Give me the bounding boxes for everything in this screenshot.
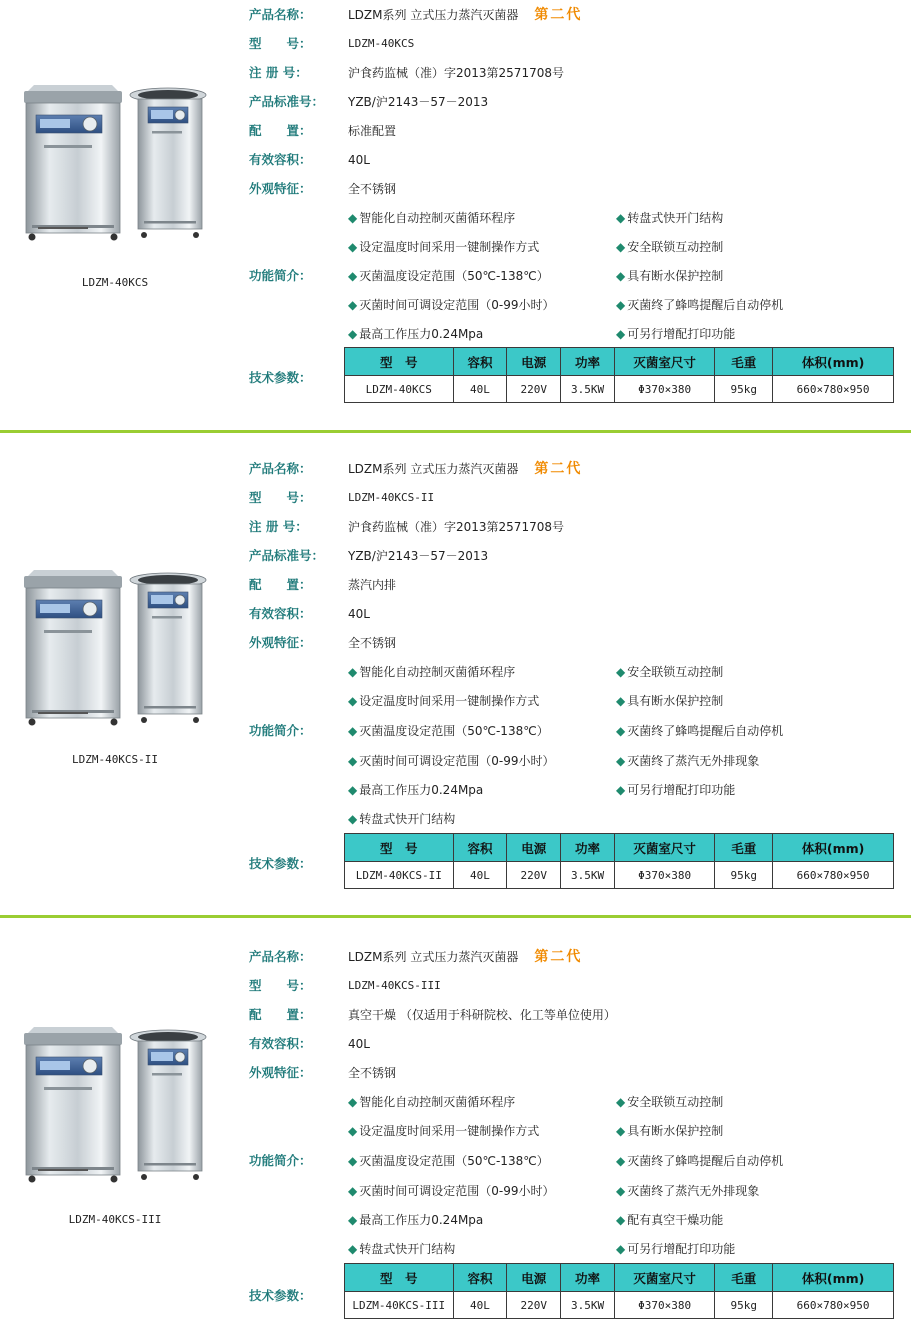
spec-cell: 3.5KW xyxy=(561,862,615,889)
product-section-3 xyxy=(0,943,913,1341)
diamond-icon: ◆ xyxy=(348,1095,358,1109)
capacity-value: 40L xyxy=(348,1037,370,1051)
capacity-label: 有效容积： xyxy=(249,1036,312,1051)
spec-cell: 220V xyxy=(507,862,561,889)
sterilizer-image xyxy=(20,570,225,730)
diamond-icon: ◆ xyxy=(616,211,626,225)
feature-text: 灭菌温度设定范围（50℃-138℃） xyxy=(359,1154,549,1168)
feature-text: 设定温度时间采用一键制操作方式 xyxy=(359,1124,540,1138)
feature-item xyxy=(348,808,455,830)
product-caption: LDZM-40KCS-II xyxy=(71,753,159,766)
spec-header: 体积(mm) xyxy=(773,1264,894,1292)
spec-header: 毛重 xyxy=(715,834,773,862)
diamond-icon: ◆ xyxy=(616,1124,626,1138)
feature-text: 智能化自动控制灭菌循环程序 xyxy=(359,665,516,679)
spec-cell: Φ370×380 xyxy=(614,376,714,403)
feature-item xyxy=(348,236,539,258)
spec-header: 电源 xyxy=(507,834,561,862)
spec-header-row xyxy=(345,348,894,376)
diamond-icon: ◆ xyxy=(616,694,626,708)
spec-header-row xyxy=(345,834,894,862)
spec-cell: 95kg xyxy=(715,862,773,889)
register-value: 沪食药监械（准）字2013第2571708号 xyxy=(348,520,564,534)
feature-text: 转盘式快开门结构 xyxy=(627,211,724,225)
spec-cell: LDZM-40KCS xyxy=(345,376,454,403)
feature-text: 智能化自动控制灭菌循环程序 xyxy=(359,1095,516,1109)
diamond-icon: ◆ xyxy=(348,1184,358,1198)
diamond-icon: ◆ xyxy=(348,298,358,312)
name-value-wrap xyxy=(348,458,582,480)
diamond-icon: ◆ xyxy=(348,724,358,738)
config-value: 真空干燥 （仅适用于科研院校、化工等单位使用） xyxy=(348,1008,616,1022)
feature-item xyxy=(348,1120,539,1142)
diamond-icon: ◆ xyxy=(616,240,626,254)
capacity-label: 有效容积： xyxy=(249,152,312,167)
config-label: 配 置： xyxy=(249,1007,312,1022)
diamond-icon: ◆ xyxy=(348,211,358,225)
feature-item xyxy=(348,720,549,742)
appearance-value: 全不锈钢 xyxy=(348,1066,397,1080)
name-value-wrap xyxy=(348,946,582,968)
capacity-label: 有效容积： xyxy=(249,606,312,621)
spec-header: 容积 xyxy=(453,1264,507,1292)
spec-data-row xyxy=(345,376,894,403)
feature-text: 安全联锁互动控制 xyxy=(627,240,724,254)
feature-text: 最高工作压力0.24Mpa xyxy=(359,327,484,341)
spec-cell: 40L xyxy=(453,376,507,403)
product-image-column xyxy=(0,0,230,430)
feature-item xyxy=(616,690,723,712)
feature-item xyxy=(348,323,483,345)
model-value: LDZM-40KCS-III xyxy=(348,979,441,992)
spec-cell: LDZM-40KCS-III xyxy=(345,1292,454,1319)
section-divider xyxy=(0,430,911,433)
config-label: 配 置： xyxy=(249,577,312,592)
spec-header: 电源 xyxy=(507,348,561,376)
appearance-value: 全不锈钢 xyxy=(348,636,397,650)
feature-item xyxy=(348,1180,554,1202)
feature-item xyxy=(348,1209,483,1231)
diamond-icon: ◆ xyxy=(616,1095,626,1109)
name-value: LDZM系列 立式压力蒸汽灭菌器 xyxy=(348,462,519,476)
diamond-icon: ◆ xyxy=(616,327,626,341)
model-value: LDZM-40KCS-II xyxy=(348,491,435,504)
functions-label: 功能简介： xyxy=(249,723,312,738)
spec-data-row xyxy=(345,862,894,889)
spec-table xyxy=(344,833,894,889)
diamond-icon: ◆ xyxy=(348,269,358,283)
spec-cell: 40L xyxy=(453,862,507,889)
feature-item xyxy=(348,690,539,712)
feature-text: 安全联锁互动控制 xyxy=(627,665,724,679)
model-value: LDZM-40KCS xyxy=(348,37,415,50)
feature-item xyxy=(348,779,483,801)
params-label: 技术参数： xyxy=(249,370,312,385)
diamond-icon: ◆ xyxy=(616,1242,626,1256)
feature-text: 具有断水保护控制 xyxy=(627,694,724,708)
feature-text: 灭菌温度设定范围（50℃-138℃） xyxy=(359,724,549,738)
spec-table xyxy=(344,1263,894,1319)
spec-cell: LDZM-40KCS-II xyxy=(345,862,454,889)
spec-header: 容积 xyxy=(453,348,507,376)
spec-header: 型 号 xyxy=(345,834,454,862)
standard-label: 产品标准号： xyxy=(249,548,325,563)
feature-item xyxy=(616,1150,783,1172)
config-value: 标准配置 xyxy=(348,124,397,138)
name-label: 产品名称： xyxy=(249,949,312,964)
standard-label: 产品标准号： xyxy=(249,94,325,109)
feature-item xyxy=(616,661,723,683)
diamond-icon: ◆ xyxy=(616,754,626,768)
appearance-label: 外观特征： xyxy=(249,1065,312,1080)
diamond-icon: ◆ xyxy=(616,724,626,738)
register-label: 注 册 号： xyxy=(249,519,308,534)
sterilizer-image xyxy=(20,85,225,245)
spec-header: 型 号 xyxy=(345,348,454,376)
feature-item xyxy=(616,236,723,258)
feature-text: 灭菌温度设定范围（50℃-138℃） xyxy=(359,269,549,283)
appearance-value: 全不锈钢 xyxy=(348,182,397,196)
name-value: LDZM系列 立式压力蒸汽灭菌器 xyxy=(348,8,519,22)
functions-label: 功能简介： xyxy=(249,1153,312,1168)
spec-header: 灭菌室尺寸 xyxy=(614,348,714,376)
spec-cell: 660×780×950 xyxy=(773,862,894,889)
spec-cell: 220V xyxy=(507,376,561,403)
spec-header: 毛重 xyxy=(715,1264,773,1292)
feature-text: 灭菌终了蜂鸣提醒后自动停机 xyxy=(627,1154,784,1168)
spec-cell: 220V xyxy=(507,1292,561,1319)
feature-item xyxy=(616,1120,723,1142)
register-label: 注 册 号： xyxy=(249,65,308,80)
section-divider xyxy=(0,915,911,918)
name-value-wrap xyxy=(348,4,582,26)
feature-item xyxy=(348,265,549,287)
feature-text: 安全联锁互动控制 xyxy=(627,1095,724,1109)
spec-header: 型 号 xyxy=(345,1264,454,1292)
product-image-column xyxy=(0,943,230,1341)
generation-badge: 第二代 xyxy=(534,7,583,23)
appearance-label: 外观特征： xyxy=(249,635,312,650)
feature-text: 灭菌终了蒸汽无外排现象 xyxy=(627,1184,760,1198)
model-label: 型 号： xyxy=(249,490,312,505)
feature-item xyxy=(348,207,515,229)
spec-header: 功率 xyxy=(561,1264,615,1292)
feature-item xyxy=(616,750,759,772)
feature-text: 转盘式快开门结构 xyxy=(359,812,456,826)
feature-item xyxy=(616,779,735,801)
generation-badge: 第二代 xyxy=(534,949,583,965)
diamond-icon: ◆ xyxy=(348,1213,358,1227)
spec-header: 功率 xyxy=(561,834,615,862)
feature-text: 灭菌终了蜂鸣提醒后自动停机 xyxy=(627,724,784,738)
feature-text: 灭菌终了蜂鸣提醒后自动停机 xyxy=(627,298,784,312)
feature-text: 最高工作压力0.24Mpa xyxy=(359,783,484,797)
diamond-icon: ◆ xyxy=(348,754,358,768)
spec-cell: 660×780×950 xyxy=(773,376,894,403)
spec-header: 体积(mm) xyxy=(773,834,894,862)
diamond-icon: ◆ xyxy=(616,1213,626,1227)
feature-item xyxy=(616,1091,723,1113)
product-caption: LDZM-40KCS-III xyxy=(68,1213,162,1226)
config-value: 蒸汽内排 xyxy=(348,578,397,592)
feature-item xyxy=(616,720,783,742)
sterilizer-image xyxy=(20,1027,225,1187)
capacity-value: 40L xyxy=(348,607,370,621)
feature-text: 灭菌终了蒸汽无外排现象 xyxy=(627,754,760,768)
feature-text: 配有真空干燥功能 xyxy=(627,1213,724,1227)
feature-item xyxy=(616,207,723,229)
diamond-icon: ◆ xyxy=(616,783,626,797)
feature-text: 灭菌时间可调设定范围（0-99小时） xyxy=(359,1184,555,1198)
spec-cell: 95kg xyxy=(715,376,773,403)
feature-item xyxy=(616,323,735,345)
feature-item xyxy=(616,265,723,287)
standard-value: YZB/沪2143－57－2013 xyxy=(348,95,489,109)
spec-cell: 660×780×950 xyxy=(773,1292,894,1319)
product-section-1 xyxy=(0,0,913,430)
feature-text: 可另行增配打印功能 xyxy=(627,783,736,797)
functions-label: 功能简介： xyxy=(249,268,312,283)
generation-badge: 第二代 xyxy=(534,461,583,477)
spec-data-row xyxy=(345,1292,894,1319)
product-section-2 xyxy=(0,455,913,915)
feature-text: 灭菌时间可调设定范围（0-99小时） xyxy=(359,298,555,312)
spec-header: 功率 xyxy=(561,348,615,376)
spec-header: 容积 xyxy=(453,834,507,862)
diamond-icon: ◆ xyxy=(348,812,358,826)
feature-item xyxy=(348,750,554,772)
diamond-icon: ◆ xyxy=(616,1154,626,1168)
capacity-value: 40L xyxy=(348,153,370,167)
diamond-icon: ◆ xyxy=(348,1154,358,1168)
appearance-label: 外观特征： xyxy=(249,181,312,196)
spec-table xyxy=(344,347,894,403)
spec-header: 毛重 xyxy=(715,348,773,376)
diamond-icon: ◆ xyxy=(348,1242,358,1256)
name-label: 产品名称： xyxy=(249,7,312,22)
feature-text: 设定温度时间采用一键制操作方式 xyxy=(359,240,540,254)
diamond-icon: ◆ xyxy=(616,665,626,679)
feature-text: 灭菌时间可调设定范围（0-99小时） xyxy=(359,754,555,768)
feature-item xyxy=(348,1091,515,1113)
product-caption: LDZM-40KCS xyxy=(81,276,149,289)
spec-cell: 3.5KW xyxy=(561,1292,615,1319)
spec-header: 灭菌室尺寸 xyxy=(614,1264,714,1292)
product-image-column xyxy=(0,455,230,915)
config-label: 配 置： xyxy=(249,123,312,138)
feature-item xyxy=(616,294,783,316)
feature-text: 具有断水保护控制 xyxy=(627,269,724,283)
spec-header: 电源 xyxy=(507,1264,561,1292)
name-label: 产品名称： xyxy=(249,461,312,476)
feature-text: 可另行增配打印功能 xyxy=(627,327,736,341)
spec-cell: 40L xyxy=(453,1292,507,1319)
diamond-icon: ◆ xyxy=(348,240,358,254)
diamond-icon: ◆ xyxy=(348,1124,358,1138)
feature-text: 转盘式快开门结构 xyxy=(359,1242,456,1256)
feature-text: 可另行增配打印功能 xyxy=(627,1242,736,1256)
model-label: 型 号： xyxy=(249,978,312,993)
params-label: 技术参数： xyxy=(249,856,312,871)
feature-item xyxy=(616,1238,735,1260)
diamond-icon: ◆ xyxy=(616,1184,626,1198)
register-value: 沪食药监械（准）字2013第2571708号 xyxy=(348,66,564,80)
diamond-icon: ◆ xyxy=(348,665,358,679)
spec-header: 灭菌室尺寸 xyxy=(614,834,714,862)
feature-text: 最高工作压力0.24Mpa xyxy=(359,1213,484,1227)
spec-header: 体积(mm) xyxy=(773,348,894,376)
diamond-icon: ◆ xyxy=(348,327,358,341)
feature-item xyxy=(616,1209,723,1231)
feature-item xyxy=(348,1150,549,1172)
spec-header-row xyxy=(345,1264,894,1292)
feature-item xyxy=(348,294,554,316)
spec-cell: 3.5KW xyxy=(561,376,615,403)
name-value: LDZM系列 立式压力蒸汽灭菌器 xyxy=(348,950,519,964)
diamond-icon: ◆ xyxy=(616,298,626,312)
feature-item xyxy=(348,661,515,683)
model-label: 型 号： xyxy=(249,36,312,51)
feature-text: 设定温度时间采用一键制操作方式 xyxy=(359,694,540,708)
params-label: 技术参数： xyxy=(249,1288,312,1303)
feature-text: 具有断水保护控制 xyxy=(627,1124,724,1138)
spec-cell: Φ370×380 xyxy=(614,1292,714,1319)
feature-text: 智能化自动控制灭菌循环程序 xyxy=(359,211,516,225)
feature-item xyxy=(616,1180,759,1202)
spec-cell: Φ370×380 xyxy=(614,862,714,889)
diamond-icon: ◆ xyxy=(616,269,626,283)
spec-cell: 95kg xyxy=(715,1292,773,1319)
diamond-icon: ◆ xyxy=(348,694,358,708)
diamond-icon: ◆ xyxy=(348,783,358,797)
feature-item xyxy=(348,1238,455,1260)
standard-value: YZB/沪2143－57－2013 xyxy=(348,549,489,563)
